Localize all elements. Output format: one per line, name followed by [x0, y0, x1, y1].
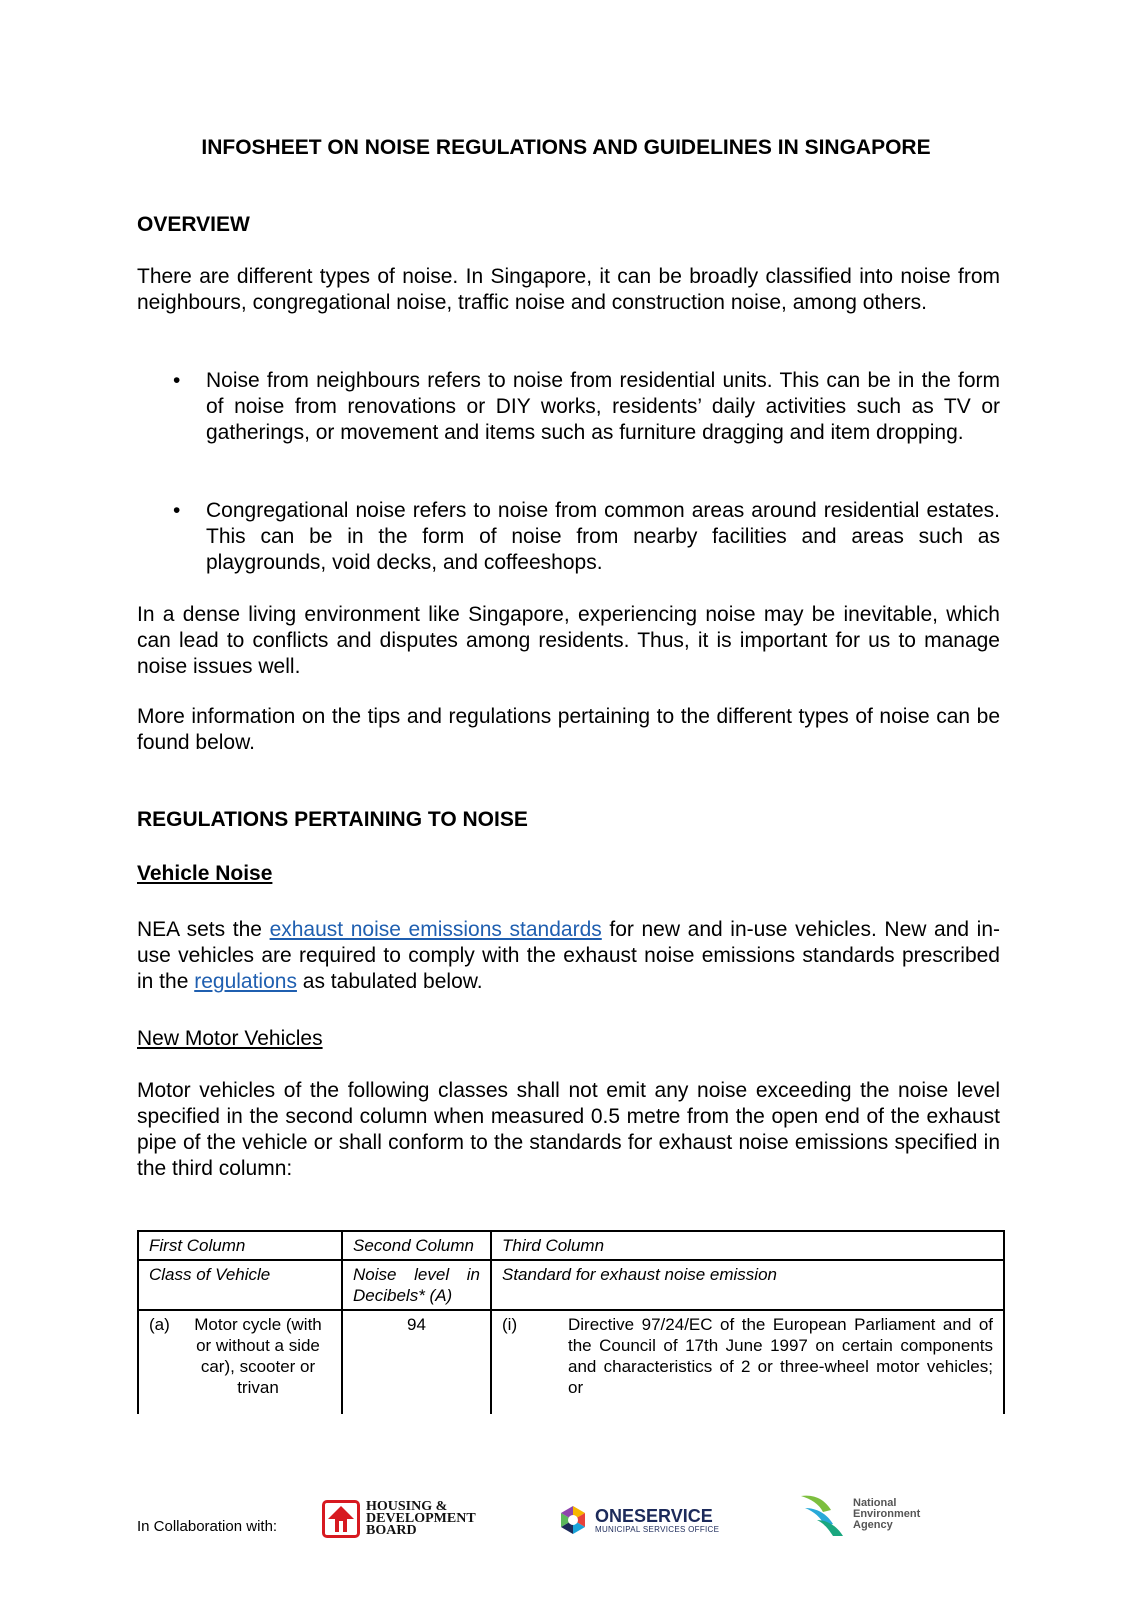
table-row [138, 1310, 1004, 1414]
noise-level-cell: 94 [342, 1310, 491, 1414]
oneservice-name: ONESERVICE [595, 1505, 713, 1526]
table-header-cell: Class of Vehicle [138, 1260, 342, 1310]
collaboration-label: In Collaboration with: [137, 1518, 278, 1535]
table-header-cell: Standard for exhaust noise emission [491, 1260, 1004, 1310]
vehicle-noise-heading: Vehicle Noise [137, 862, 273, 885]
standard-cell [491, 1310, 1004, 1414]
hdb-logo-group [322, 1500, 476, 1538]
footer [137, 1496, 1037, 1560]
oneservice-subtitle: MUNICIPAL SERVICES OFFICE [595, 1524, 720, 1534]
page-title: INFOSHEET ON NOISE REGULATIONS AND GUIDELINES IN SINGAPORE [201, 136, 931, 159]
vehicle-text-part: for new and in-use vehicles. New and in-use vehicles are required to comply with the exhaust noise emissions standards prescribed in the [137, 918, 1001, 993]
bullet-text: Congregational noise refers to noise from common areas around residential estates. This can be in the form of noise from nearby facilities and areas such as playgrounds, void decks, and coffeeshops. [206, 499, 1000, 574]
new-motor-vehicles-heading: New Motor Vehicles [137, 1027, 323, 1050]
vehicle-class-cell [138, 1310, 342, 1414]
oneservice-logo-group [557, 1504, 719, 1536]
regulations-link[interactable]: regulations [194, 970, 297, 993]
hdb-logo-icon [322, 1500, 360, 1538]
noise-standards-table [137, 1230, 1005, 1414]
vehicle-text-part: NEA sets the [137, 918, 270, 941]
table-header-row [138, 1231, 1004, 1260]
bullet-text: Noise from neighbours refers to noise from residential units. This can be in the form of noise from renovations or DIY works, residents’ daily activities such as TV or gatherings, or movement and items such as furniture dragging and item dropping. [206, 369, 1000, 444]
bullet-dot: • [173, 369, 181, 392]
vehicle-noise-paragraph [137, 917, 1000, 995]
bullet-item-neighbours [137, 368, 1000, 446]
overview-para-dense-living: In a dense living environment like Singapore, experiencing noise may be inevitable, which can lead to conflicts and disputes among residents. Thus, it is important for us to manage noise issues well. [137, 603, 1000, 678]
table-header-row [138, 1260, 1004, 1310]
hdb-wordmark [366, 1501, 476, 1537]
hdb-line: DEVELOPMENT [366, 1511, 476, 1526]
nea-logo-icon [797, 1490, 851, 1538]
hdb-line: HOUSING & [366, 1499, 448, 1514]
nea-line: Agency [853, 1518, 893, 1531]
nea-line: Environment [853, 1507, 921, 1520]
overview-intro: There are different types of noise. In Singapore, it can be broadly classified into noise from neighbours, congregational noise, traffic noise and construction noise, among others. [137, 265, 1000, 314]
table-header-cell: Third Column [491, 1231, 1004, 1260]
vehicle-text-part: as tabulated below. [296, 970, 483, 993]
exhaust-standards-link[interactable]: exhaust noise emissions standards [269, 918, 602, 941]
vehicle-class-text: Motor cycle (with or without a side car), scooter or trivan [194, 1315, 322, 1397]
standard-number: (i) [502, 1315, 518, 1334]
table-header-cell: First Column [138, 1231, 342, 1260]
standard-text: Directive 97/24/EC of the European Parliament and of the Council of 17th June 1997 on certain components and characteristics of 2 or three-wheel motor vehicles; or [568, 1315, 993, 1397]
overview-para-more-info: More information on the tips and regulations pertaining to the different types of noise can be found below. [137, 705, 1000, 754]
bullet-item-congregational [137, 498, 1000, 576]
vehicle-class-label: (a) [149, 1315, 170, 1334]
overview-heading: OVERVIEW [137, 213, 250, 236]
table-header-cell: Noise level in Decibels* (A) [342, 1260, 491, 1310]
nea-wordmark [853, 1498, 920, 1531]
nea-line: National [853, 1496, 897, 1509]
hdb-line: BOARD [366, 1523, 417, 1538]
bullet-dot: • [173, 499, 181, 522]
table-header-cell: Second Column [342, 1231, 491, 1260]
new-vehicles-paragraph: Motor vehicles of the following classes shall not emit any noise exceeding the noise level specified in the second column when measured 0.5 metre from the open end of the exhaust pipe of the vehicle or shall conform to the standards for exhaust noise emissions specified in the third column: [137, 1079, 1000, 1180]
oneservice-logo-icon [557, 1504, 589, 1536]
nea-logo-group [797, 1490, 920, 1538]
regulations-heading: REGULATIONS PERTAINING TO NOISE [137, 808, 528, 831]
